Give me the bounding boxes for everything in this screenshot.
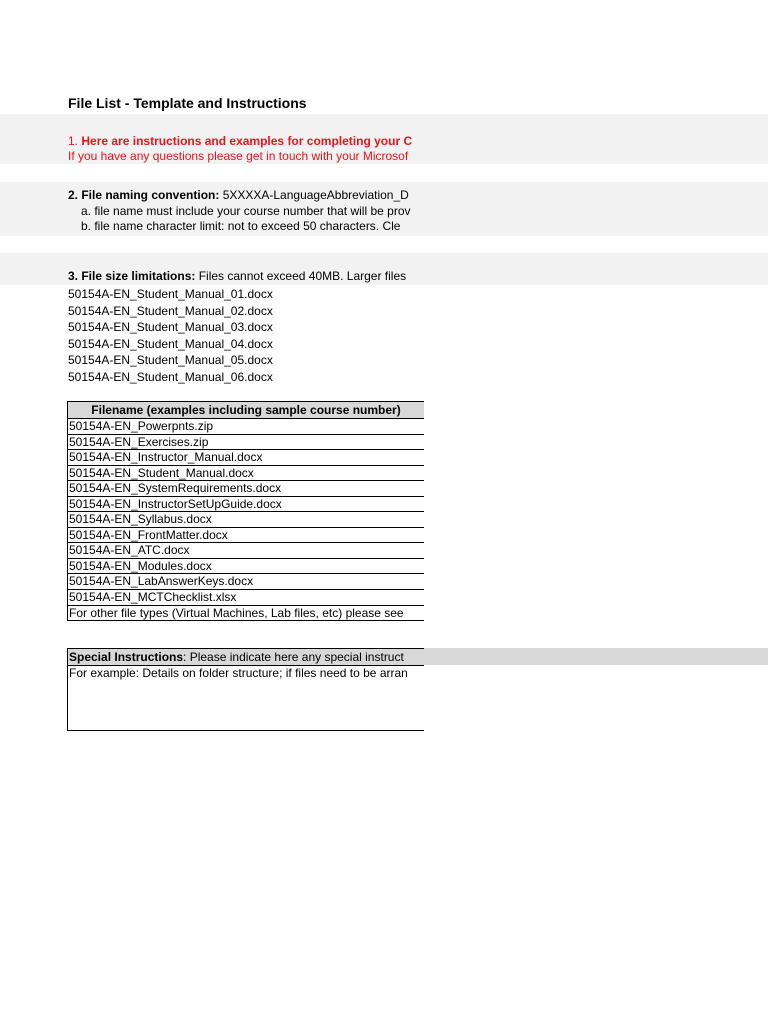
section-1-heading: Here are instructions and examples for completing your C <box>81 134 413 148</box>
table-row: 50154A-EN_Student_Manual.docx <box>68 466 424 482</box>
section-2-label: 2. File naming convention: <box>68 188 220 202</box>
split-file-line: 50154A-EN_Student_Manual_03.docx <box>68 320 273 335</box>
section-2-item-b: b. file name character limit: not to exceed 50 characters. Cle <box>81 219 401 233</box>
special-instructions-band <box>424 648 768 665</box>
table-row: 50154A-EN_Modules.docx <box>68 559 424 575</box>
filename-table <box>67 401 424 621</box>
split-file-line: 50154A-EN_Student_Manual_06.docx <box>68 370 273 384</box>
split-file-line: 50154A-EN_Student_Manual_05.docx <box>68 353 273 368</box>
special-instructions-header <box>68 649 424 666</box>
table-row: 50154A-EN_Exercises.zip <box>68 435 424 451</box>
table-row: 50154A-EN_LabAnswerKeys.docx <box>68 574 424 590</box>
section-1-line-2: If you have any questions please get in touch with your Microsof <box>68 149 409 163</box>
special-instructions-box <box>67 648 424 731</box>
special-instructions-example: For example: Details on folder structure; if files need to be arran <box>69 666 408 680</box>
table-row: 50154A-EN_Syllabus.docx <box>68 512 424 528</box>
table-row: For other file types (Virtual Machines, Lab files, etc) please see <box>68 606 424 622</box>
page-title: File List - Template and Instructions <box>68 95 307 111</box>
table-row: 50154A-EN_ATC.docx <box>68 543 424 559</box>
section-3-label: 3. File size limitations: <box>68 269 196 283</box>
split-file-line: 50154A-EN_Student_Manual_04.docx <box>68 336 273 351</box>
split-file-line: 50154A-EN_Student_Manual_02.docx <box>68 303 273 318</box>
section-2-line-1 <box>68 188 425 203</box>
filename-table-header: Filename (examples including sample course number) <box>68 402 424 419</box>
section-1-line-1 <box>68 134 425 149</box>
section-3-line <box>68 269 425 284</box>
split-file-line: 50154A-EN_Student_Manual_01.docx <box>68 287 273 301</box>
special-instructions-text: : Please indicate here any special instruct <box>183 650 404 664</box>
table-row: 50154A-EN_FrontMatter.docx <box>68 528 424 544</box>
section-2-item-a: a. file name must include your course number that will be prov <box>81 204 411 218</box>
table-row: 50154A-EN_Instructor_Manual.docx <box>68 450 424 466</box>
table-row: 50154A-EN_Powerpnts.zip <box>68 419 424 435</box>
section-1-number: 1. <box>68 134 79 148</box>
special-instructions-label: Special Instructions <box>69 650 184 664</box>
table-row: 50154A-EN_InstructorSetUpGuide.docx <box>68 497 424 513</box>
table-row: 50154A-EN_MCTChecklist.xlsx <box>68 590 424 606</box>
table-row: 50154A-EN_SystemRequirements.docx <box>68 481 424 497</box>
section-3-value: Files cannot exceed 40MB. Larger files <box>195 269 407 283</box>
section-2-value: 5XXXXA-LanguageAbbreviation_D <box>219 188 409 202</box>
